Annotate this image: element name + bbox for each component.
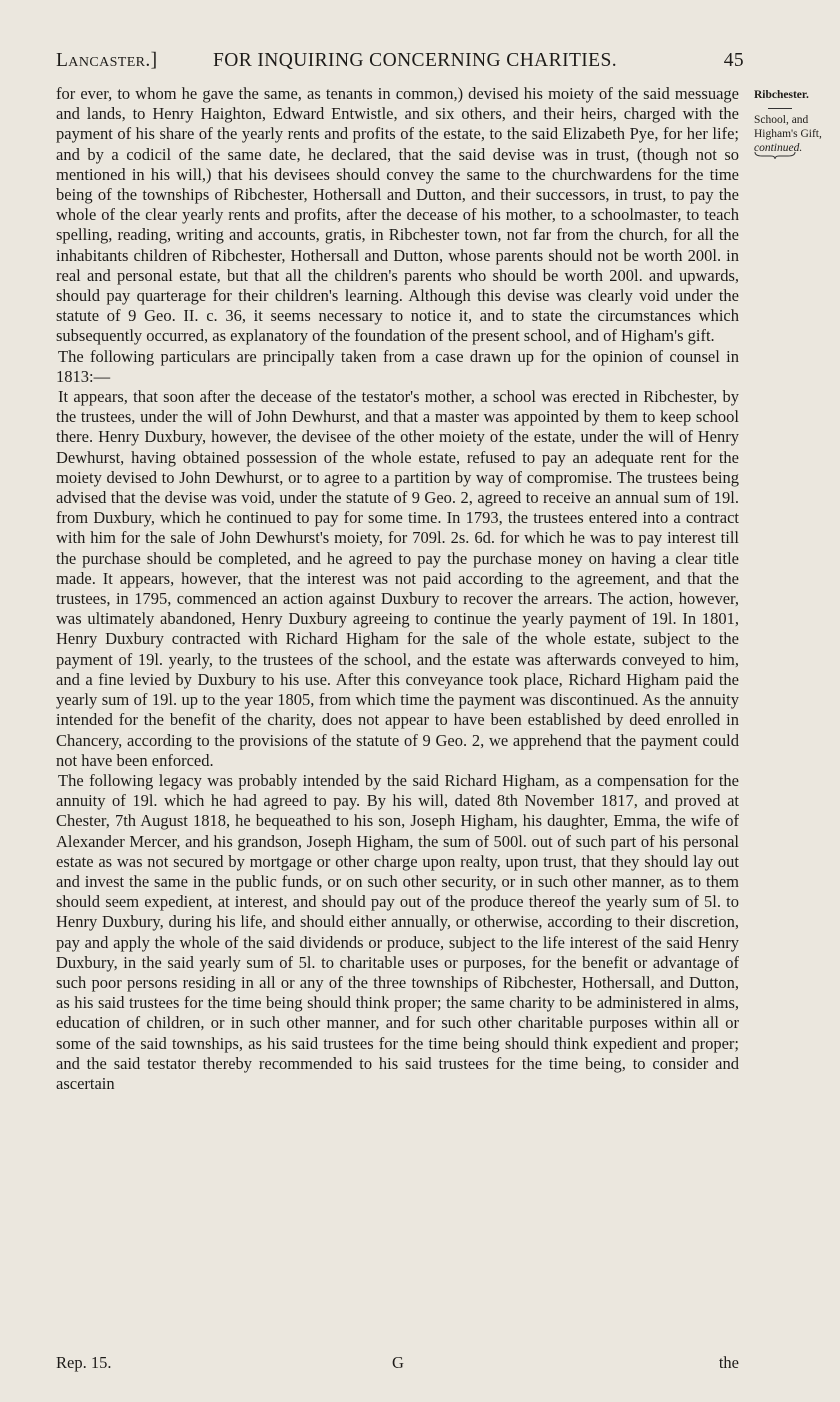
margin-note (754, 88, 840, 155)
margin-brace-icon (754, 151, 796, 159)
header-county: Lancaster.] (56, 50, 158, 71)
body-text (56, 84, 739, 1094)
margin-note-place: Ribchester. (754, 89, 809, 101)
signature-mark: G (392, 1353, 404, 1372)
paragraph-3: It appears, that soon after the decease of the testator's mother, a school was erected in Ribchester, by the trustees, under the will of John Dewhurst, and that a master was appointed by them to keep school there. Henry Duxbury, however, the devisee of the other moiety of the estate, under the will of Henry Dewhurst, having obtained possession of the whole estate, refused to pay an adequate rent for the moiety devised to John Dewhurst, or to agree to a partition by way of compromise. The trustees being advised that the devise was void, under the statute of 9 Geo. 2, agreed to receive an annual sum of 19l. from Duxbury, which he continued to pay for some time. In 1793, the trustees entered into a contract with him for the sale of John Dewhurst's moiety, for 709l. 2s. 6d. for which he was to pay interest till the purchase should be completed, and he agreed to pay the purchase money on having a clear title made. It appears, however, that the interest was not paid according to the agreement, and that the trustees, in 1795, commenced an action against Duxbury to recover the arrears. The action, however, was ultimately abandoned, Henry Duxbury agreeing to continue the yearly payment of 19l. In 1801, Henry Duxbury contracted with Richard Higham for the sale of the whole estate, subject to the payment of 19l. yearly, to the trustees of the school, and the estate was afterwards conveyed to him, and a fine levied by Duxbury to his use. After this conveyance took place, Richard Higham paid the yearly sum of 19l. up to the year 1805, from which time the payment was discontinued. As the annuity intended for the benefit of the charity, does not appear to have been established by deed enrolled in Chancery, according to the provisions of the statute of 9 Geo. 2, we apprehend that the payment could not have been enforced. (56, 387, 739, 770)
margin-note-rule (768, 108, 792, 109)
paragraph-2: The following particulars are principally taken from a case drawn up for the opinion of counsel in 1813:— (56, 346, 739, 386)
report-reference: Rep. 15. (56, 1353, 112, 1372)
catchword: the (718, 1353, 739, 1372)
header-title: FOR INQUIRING CONCERNING CHARITIES. (213, 50, 617, 71)
margin-note-subject: School, and Higham's Gift, (754, 114, 822, 140)
margin-note-continued: continued. (754, 142, 803, 154)
page-number: 45 (723, 50, 744, 71)
paragraph-4: The following legacy was probably intended by the said Richard Higham, as a compensation for the annuity of 19l. which he had agreed to pay. By his will, dated 8th November 1817, and proved at Chester, 7th August 1818, he bequeathed to his son, Joseph Higham, his daughter, Emma, the wife of Alexander Mercer, and his grandson, Joseph Higham, the sum of 500l. out of such part of his personal estate as was not secured by mortgage or other charge upon realty, upon trust, that they should lay out and invest the same in the public funds, or on such other security, or in such other manner, as to them should seem expedient, at interest, and should pay out of the produce thereof the yearly sum of 5l. to Henry Duxbury, during his life, and should either annually, or otherwise, according to their discretion, pay and apply the whole of the said dividends or produce, subject to the life interest of the said Henry Duxbury, in the said yearly sum of 5l. to charitable uses or purposes, for the benefit or advantage of such poor persons residing in all or any of the three townships of Ribchester, Hothersall, and Dutton, as his said trustees for the time being should think proper; the same charity to be administered in alms, education of children, or in such other manner, and for such other charitable purposes within all or some of the said townships, as his said trustees for the time being should think expedient and proper; and the said testator thereby recommended to his said trustees for the time being, to consider and ascertain (56, 770, 739, 1093)
running-header (56, 50, 744, 76)
page-footer (56, 1353, 739, 1375)
paragraph-1: for ever, to whom he gave the same, as tenants in common,) devised his moiety of the said messuage and lands, to Henry Haighton, Edward Entwistle, and six others, and their heirs, charged with the payment of his share of the yearly rents and profits of the estate, to the said Elizabeth Pye, for her life; and by a codicil of the same date, he declared, that the said devise was in trust, (though not so mentioned in his will,) that his devisees should convey the same to the churchwardens for the time being of the townships of Ribchester, Hothersall and Dutton, and their successors, in trust, to pay the whole of the clear yearly rents and profits, after the decease of his mother, to a schoolmaster, to teach spelling, reading, writing and accounts, gratis, in Ribchester town, not far from the church, for all the inhabitants children of Ribchester, Hothersall and Dutton, whose parents should not be worth 200l. in real and personal estate, but that all the children's parents who should be worth 200l. and upwards, should pay quarterage for their children's learning. Although this devise was clearly void under the statute of 9 Geo. II. c. 36, it seems necessary to notice it, and to state the circumstances which subsequently occurred, as explanatory of the foundation of the present school, and of Higham's gift. (56, 84, 739, 346)
